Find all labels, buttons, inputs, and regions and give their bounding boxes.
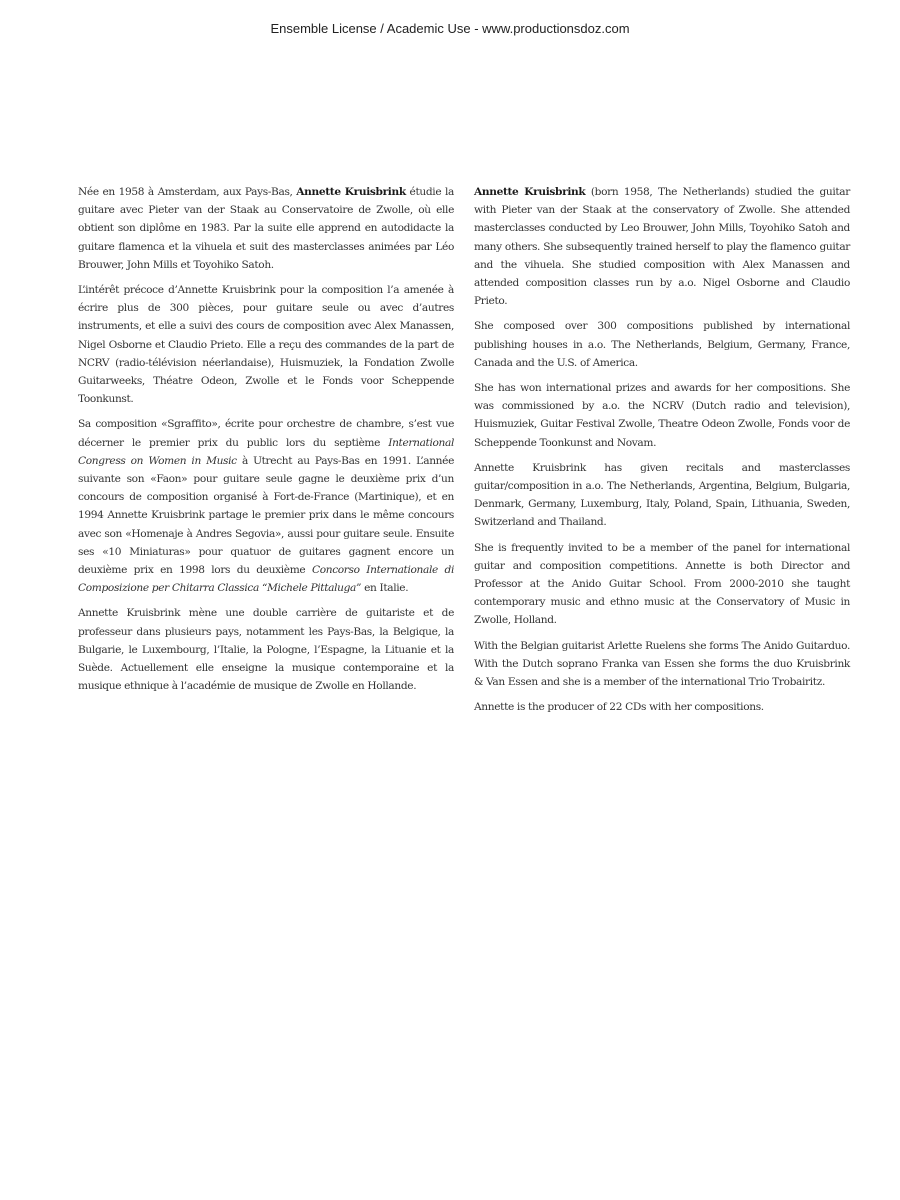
french-p3-intro: Sa composition «Sgraffito», écrite pour orchestre de chambre, s’est vue décerner le premier prix du public lors du septième <box>78 418 454 449</box>
english-paragraph-7: Annette is the producer of 22 CDs with her compositions. <box>474 701 764 714</box>
french-paragraph-3 <box>78 415 454 597</box>
french-p1-rest: étudie la guitare avec Pieter van der Staak au Conservatoire de Zwolle, où elle obtient son diplôme en 1983. Par la suite elle apprend en autodidacte la guitare flamenca et la vihuela et suit des masterclasses animées par Léo Brouwer, John Mills et Toyohiko Satoh. <box>78 186 454 271</box>
french-paragraph-4: Annette Kruisbrink mène une double carrière de guitariste et de professeur dans plusieurs pays, notamment les Pays-Bas, la Belgique, la Bulgarie, le Luxembourg, l’Italie, la Pologne, l’Espagne, la Lituanie et la Suède. Actuellement elle enseigne la musique contemporaine et la musique ethnique à l’académie de musique de Zwolle en Hollande. <box>78 607 454 693</box>
french-paragraph-2: L’intérêt précoce d’Annette Kruisbrink pour la composition l’a amenée à écrire plus de 300 pièces, pour guitare seule ou avec d’autres instruments, et elle a suivi des cours de composition avec Alex Manassen, Nigel Osborne et Claudio Prieto. Elle a reçu des commandes de la part de NCRV (radio-télévision néerlandaise), Huismuziek, la Fondation Zwolle Guitarweeks, Théatre Odeon, Zwolle et le Fonds voor Scheppende Toonkunst. <box>78 284 454 406</box>
english-paragraph-5: She is frequently invited to be a member of the panel for international guitar and composition competitions. Annette is both Director and Professor at the Anido Guitar School. From 2000-2010 she taught contemporary music and ethno music at the Conservatory of Music in Zwolle, Holland. <box>474 541 850 627</box>
english-biography <box>474 183 850 723</box>
french-p3-end: en Italie. <box>361 582 409 595</box>
french-paragraph-1 <box>78 183 454 274</box>
english-paragraph-4: Annette Kruisbrink has given recitals and masterclasses guitar/composition in a.o. The Netherlands, Argentina, Belgium, Bulgaria, Denmark, Germany, Luxemburg, Italy, Poland, Spain, Lithuania, Sweden, Switzerland and Thailand. <box>474 461 850 529</box>
french-p1-intro: Née en 1958 à Amsterdam, aux Pays-Bas, <box>78 186 297 198</box>
english-paragraph-3: She has won international prizes and awards for her compositions. She was commissioned by a.o. the NCRV (Dutch radio and television), Huismuziek, Guitar Festival Zwolle, Theatre Odeon Zwolle, Fonds voor de Scheppende Toonkunst and Novam. <box>474 382 850 449</box>
english-paragraph-1 <box>474 183 850 310</box>
english-paragraph-2: She composed over 300 compositions published by international publishing houses in a.o. The Netherlands, Belgium, Germany, France, Canada and the U.S. of America. <box>474 320 850 369</box>
french-p3-congress: International Congress on Women in Music <box>78 436 454 467</box>
english-paragraph-6: With the Belgian guitarist Arlette Ruelens she forms The Anido Guitarduo. With the Dutch soprano Franka van Essen she forms the duo Kruisbrink & Van Essen and she is a member of the international Trio Trobairitz. <box>474 639 850 689</box>
english-p1-rest: (born 1958, The Netherlands) studied the guitar with Pieter van der Staak at the conservatory of Zwolle. She attended masterclasses conducted by Leo Brouwer, John Mills, Toyohiko Satoh and many others. She subsequently trained herself to play the flamenco guitar and the vihuela. She studied composition with Alex Manassen and attended composition classes run by a.o. Nigel Osborne and Claudio Prieto. <box>474 186 850 308</box>
french-p3-concorso: Concorso Internationale di Composizione per Chitarra Classica “Michele Pittaluga” <box>78 564 455 595</box>
license-header: Ensemble License / Academic Use - www.productionsdoz.com <box>270 21 630 36</box>
french-p3-middle: à Utrecht au Pays-Bas en 1991. L’année suivante son «Faon» pour guitare seule gagne le deuxième prix d’un concours de composition organisé à Fort-de-France (Martinique), et en 1994 Annette Kruisbrink partage le premier prix dans le même concours avec son «Homenaje à Andres Segovia», aussi pour guitare seule. Ensuite ses «10 Miniaturas» pour quatuor de guitares gagnent encore un deuxième prix en 1998 lors du deuxième <box>78 454 454 577</box>
english-p1-name: Annette Kruisbrink <box>474 186 586 198</box>
french-biography <box>78 183 454 702</box>
french-p1-name: Annette Kruisbrink <box>296 186 406 198</box>
